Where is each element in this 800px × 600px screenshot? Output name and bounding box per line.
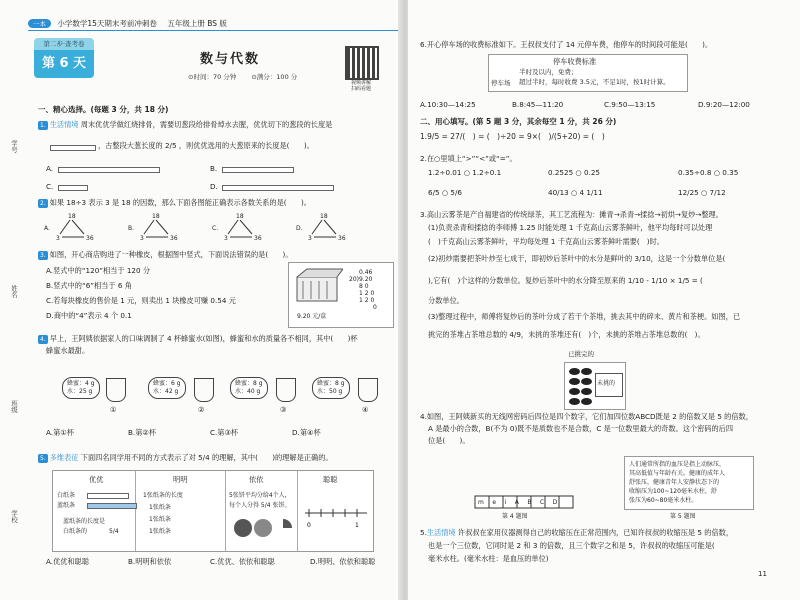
- svg-text:36: 36: [86, 235, 94, 242]
- exam-info: ⊙时间：70 分钟 ⊙满分：100 分: [188, 73, 298, 81]
- q3-option-d[interactable]: D.商中的“4”表示 4 个 0.1: [46, 311, 132, 320]
- day-tag: [34, 38, 94, 82]
- bp-line-2: 其高低值与年龄有关。健康的成年人: [629, 470, 726, 477]
- header-rule: [28, 30, 400, 31]
- parking-rule-1: 半时及以内，免费；: [519, 68, 578, 76]
- svg-text:3: 3: [308, 235, 312, 242]
- number-line-icon: [303, 495, 369, 535]
- password-letters: meiABCD: [478, 499, 566, 506]
- q6-option-c[interactable]: C.9:50—13:15: [604, 100, 656, 109]
- svg-text:18: 18: [320, 213, 328, 220]
- q5-option-a[interactable]: A.优优和聪聪: [46, 557, 90, 566]
- page-title: 数与代数: [200, 52, 261, 67]
- q2-diagrams: [42, 210, 382, 242]
- fig4-caption: 第 4 题图: [502, 513, 528, 520]
- q1-option-c-bar: [58, 185, 88, 191]
- q4-option-a[interactable]: A.第①杯: [46, 428, 74, 437]
- svg-text:A.: A.: [44, 225, 50, 232]
- q1-option-d[interactable]: D.: [210, 182, 218, 191]
- cup-3-num: ③: [280, 405, 287, 414]
- fill-q2-row1-a[interactable]: 1.2÷0.01 ○ 1.2÷0.1: [428, 168, 502, 177]
- svg-text:36: 36: [170, 235, 178, 242]
- svg-text:18: 18: [236, 213, 244, 220]
- side-label-name: 姓名: [10, 285, 18, 298]
- fill-q2: 2.在○里填上“>”“<”或“=”。: [420, 154, 517, 163]
- q3-figure: [288, 262, 394, 328]
- fill-q2-row1-b[interactable]: 0.2525 ○ 0.25̇: [548, 168, 600, 177]
- fill-q4: 4.如图，王阿姨新买的无线网密码后四位是四个数字，它们加四位数ABCD既是 2 的倍数又是 5 的倍数，: [420, 412, 753, 421]
- q5-youyou-blue: 蓝纸条: [57, 502, 76, 509]
- q4-option-b[interactable]: B.第②杯: [128, 428, 157, 437]
- q1-option-a[interactable]: A.: [46, 164, 54, 173]
- q5-mingming-2: 1张纸条: [149, 516, 171, 523]
- svg-text:36: 36: [254, 235, 262, 242]
- q5-mingming-text: 1张纸条的长度: [143, 492, 183, 499]
- parking-fee-box: [488, 54, 688, 92]
- question-4: 4. 早上，王阿姨依据家人的口味调制了 4 杯蜂蜜水(如图)，蜂蜜和水的质量各不相同，其中( )杯: [40, 334, 358, 343]
- q6-option-b[interactable]: B.8:45—11:20: [512, 100, 564, 109]
- q5-option-c[interactable]: C.优优、依依和聪聪: [210, 557, 275, 566]
- cup-2-num: ②: [198, 405, 205, 414]
- header-series: 小学数学15天期末考前冲刺卷: [57, 19, 157, 28]
- svg-text:3: 3: [56, 235, 60, 242]
- right-page: [408, 0, 800, 600]
- fill-q5: 5.生活情境 许叔叔在家用仪器测得自己的收缩压在正常范围内，已知许叔叔的收缩压是 5 的倍数，: [420, 528, 734, 537]
- q5-name-mingming: 明明: [173, 475, 188, 484]
- bp-line-3: 舒张压，健康青年人安静状态下的: [629, 479, 720, 486]
- svg-text:18: 18: [152, 213, 160, 220]
- cup-3-label: 蜂蜜：8 g 水：40 g: [230, 377, 268, 399]
- question-4-b: 蜂蜜水最甜。: [46, 346, 90, 355]
- blood-pressure-box: [624, 456, 754, 510]
- svg-text:1: 1: [355, 522, 359, 529]
- fill-q1: 1.9/5 = 27/( ) = ( )÷20 = 9×( )/(5+20) = ( ): [420, 132, 605, 141]
- q5-mingming-3: 1张纸条: [149, 528, 171, 535]
- bp-line-5: 张压为60~80毫米水柱。: [629, 497, 698, 504]
- svg-text:18: 18: [68, 213, 76, 220]
- pie-slices-icon: [233, 515, 293, 541]
- day-tag-main: 第 6 天: [34, 50, 94, 78]
- svg-text:C.: C.: [212, 225, 219, 232]
- q5-name-yiyi: 依依: [249, 475, 264, 484]
- header-badge: 一本: [28, 19, 51, 28]
- question-5: 5. 多维表征 下面四名同学用不同的方式表示了对 5/4 的理解，其中( )的理解是正确的。: [40, 453, 333, 462]
- tea-pile-figure: [564, 362, 626, 410]
- day-tag-top: 第二步·查考卷: [34, 38, 94, 50]
- fill-q3-2: (2)初炒需要把茶叶炒至七成干，即初炒后茶叶中的水分是鲜叶的 3/10，这是一个分数单位是(: [428, 254, 726, 263]
- fill-q3-1: (1)负责杀青和揉捻的李师傅 1.25 时能处理 1 千克高山云雾茶鲜叶，他平均每时可以处理: [428, 223, 713, 232]
- page-header: [28, 18, 227, 29]
- q3-option-b[interactable]: B.竖式中的“6”相当于 6 角: [46, 281, 132, 290]
- q4-option-c[interactable]: C.第③杯: [210, 428, 239, 437]
- question-1-b: ，古整段大葱长度的 2/5 ，则优优选用的大葱原来的长度是( )。: [98, 141, 314, 150]
- fill-q3: 3.高山云雾茶是产自福建省的传统绿茶，其工艺流程为：摊青→杀青→揉捻→初烘→复炒→整理。: [420, 210, 723, 219]
- svg-text:3: 3: [140, 235, 144, 242]
- q5-youyou-frac: 5/4: [109, 528, 119, 535]
- tea-fig-undone-label: 未挑的: [597, 380, 616, 387]
- bp-line-1: 人们通常所指的血压是指上动脉压，: [629, 461, 726, 468]
- qr-caption: 视频讲解 扫码看题: [350, 80, 371, 92]
- q3-price: 9.20 元/盒: [297, 313, 327, 320]
- svg-text:B.: B.: [128, 225, 135, 232]
- q5-name-youyou: 优优: [89, 475, 104, 484]
- q5-name-congcong: 聪聪: [323, 475, 338, 484]
- q5-white-strip: [87, 493, 129, 499]
- cup-1-icon: [106, 378, 126, 402]
- fill-q3-3: (3)整理过程中，师傅将复炒后的茶叶分成了若干个茶堆，挑去其中的碎末、黄片和茶梗。如图，已: [428, 312, 741, 321]
- bp-line-4: 收缩压为100~120毫米水柱，舒: [629, 488, 717, 495]
- cup-4-label: 蜂蜜：8 g 水：50 g: [312, 377, 350, 399]
- parking-box-title: 停车收费标准: [553, 57, 597, 66]
- q5-option-d[interactable]: D.明明、依依和聪聪: [310, 557, 376, 566]
- q1-option-a-bar: [58, 167, 160, 173]
- fill-q5-c: 毫米水柱。(毫米水柱：是血压的单位): [428, 554, 549, 563]
- fill-q2-row1-c[interactable]: 0.35÷0.8 ○ 0.35: [678, 168, 739, 177]
- fill-q3-1b: ( )千克高山云雾茶鲜叶，平均每处理 1 千克高山云雾茶鲜叶需要( )时。: [428, 237, 664, 246]
- fill-q2-row2-b[interactable]: 40/13 ○ 4 1/11: [548, 188, 603, 197]
- q5-youyou-text1: 蓝纸条的长度是: [63, 518, 106, 525]
- fill-q4-c: 位是( )。: [428, 436, 470, 445]
- question-3: 3. 如图，开心商店购进了一种橡皮，根据图中竖式，下面说法错误的是( )。: [40, 250, 293, 259]
- svg-text:D.: D.: [296, 225, 303, 232]
- cup-3-icon: [276, 378, 296, 402]
- svg-text:36: 36: [338, 235, 346, 242]
- question-1: 1. 生活情境 周末优优学做红烧排骨，需要切葱段给排骨焯水去腥，优优切下的葱段的长度是: [40, 120, 333, 129]
- q5-yiyi-text1: 5张饼平均分给4个人，: [229, 492, 291, 499]
- fill-q3-2b: ),它有( )个这样的分数单位。复炒后茶叶中的水分降至原来的 1/10 - 1/10 × 1/5 = (: [428, 276, 703, 285]
- side-label-id: 学号: [10, 140, 18, 153]
- q5-mingming-1: 1张纸条: [149, 504, 171, 511]
- fill-q2-row2-c[interactable]: 12/25 ○ 7/12: [678, 188, 726, 197]
- side-label-class: 班级: [10, 400, 18, 413]
- q3-option-a[interactable]: A.竖式中的“120”相当于 120 分: [46, 266, 151, 275]
- cup-2-icon: [194, 378, 214, 402]
- cup-4-icon: [358, 378, 378, 402]
- question-2: 2. 如果 18÷3 表示 3 是 18 的因数，那么下面各图能正确表示各数关系的是( )。: [40, 198, 311, 207]
- parking-rule-2: 超过半时，每时收费 3.5元，不足1时，按1时计算。: [519, 78, 670, 86]
- q5-blue-strip: [87, 503, 137, 509]
- section-2-heading: 二、用心填写。(第 5 题 3 分，其余每空 1 分，共 26 分): [420, 117, 617, 126]
- q4-option-d[interactable]: D.第④杯: [292, 428, 321, 437]
- header-grade: 五年级上册 BS 版: [167, 19, 227, 28]
- q1-option-b[interactable]: B.: [210, 164, 218, 173]
- q5-youyou-white: 白纸条: [57, 492, 76, 499]
- fig5-caption: 第 5 题图: [670, 513, 696, 520]
- fill-q5-b: 也是一个三位数，它同时是 2 和 3 的倍数，且三个数字之和是 5，许叔叔的收缩压可能是(: [428, 541, 715, 550]
- question-6: 6.开心停车场的收费标准如下。王叔叔支付了 14 元停车费，他停车的时间段可能是( )。: [420, 40, 713, 49]
- q5-youyou-text2: 白纸条的: [63, 528, 88, 535]
- q3-division: 0.46 20)9.20 8 0 1 2 0 1 2 0 0: [349, 269, 377, 311]
- parking-lot-label: 停车场: [491, 79, 511, 87]
- qr-code-icon[interactable]: [345, 46, 379, 80]
- side-label-school: 学校: [10, 510, 18, 523]
- q5-option-b[interactable]: B.明明和依依: [128, 557, 172, 566]
- section-1-heading: 一、精心选择。(每题 3 分，共 18 分): [38, 105, 169, 114]
- q3-option-c[interactable]: C.若每块橡皮的售价是 1 元，则卖出 1 块橡皮可赚 0.54 元: [46, 296, 236, 305]
- q6-option-a[interactable]: A.10:30—14:25: [420, 100, 476, 109]
- svg-text:0: 0: [307, 522, 311, 529]
- q6-option-d[interactable]: D.9:20—12:00: [698, 100, 750, 109]
- fill-q2-row2-a[interactable]: 6/5 ○ 5/6: [428, 188, 462, 197]
- cup-2-label: 蜂蜜：6 g 水：42 g: [148, 377, 186, 399]
- q5-yiyi-text2: 每个人分得 5/4 张饼。: [229, 502, 291, 509]
- fill-q3-2c: 分数单位。: [428, 296, 464, 305]
- tea-fig-done-label: 已挑完的: [568, 350, 594, 358]
- q1-option-d-bar: [222, 185, 334, 191]
- page-number: 11: [758, 570, 767, 578]
- fill-q3-3b: 挑完的茶堆占茶堆总数的 4/9，未挑的茶堆还有( )个，未挑的茶堆占茶堆总数的( )。: [428, 330, 705, 339]
- cup-4-num: ④: [362, 405, 369, 414]
- q1-option-b-bar: [222, 167, 294, 173]
- eraser-box-icon: [293, 267, 343, 307]
- cup-1-num: ①: [110, 405, 117, 414]
- svg-text:3: 3: [224, 235, 228, 242]
- q1-option-c[interactable]: C.: [46, 182, 54, 191]
- q5-figure: [52, 470, 374, 552]
- cup-1-label: 蜂蜜：4 g 水：25 g: [62, 377, 100, 399]
- fill-q4-b: A 是最小的合数，B(不为 0)既不是质数也不是合数，C 是一位数里最大的奇数。这个密码的后四: [428, 424, 734, 433]
- cut-segment: [50, 145, 96, 151]
